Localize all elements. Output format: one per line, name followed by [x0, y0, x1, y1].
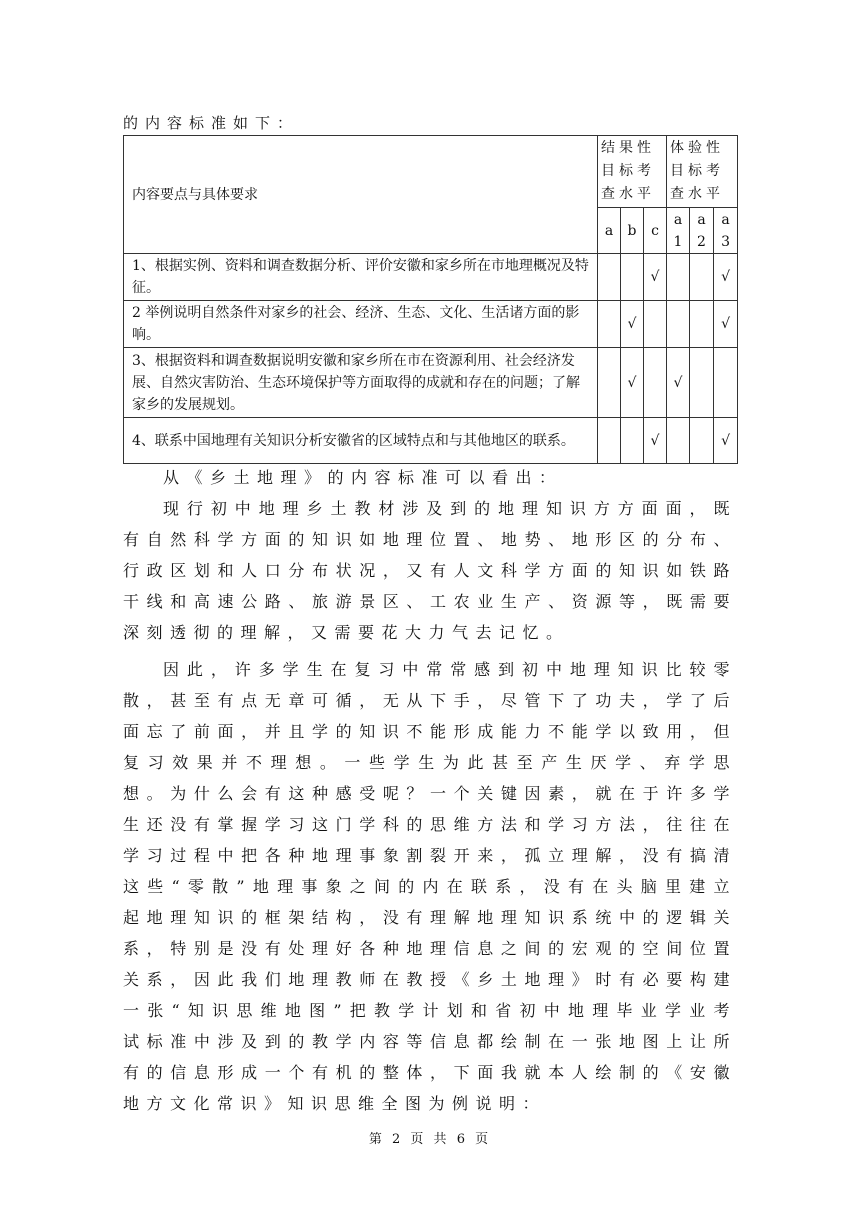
check-cell [644, 301, 667, 348]
paragraph-intro: 从《乡土地理》的内容标准可以看出： [163, 468, 563, 487]
check-cell [598, 348, 621, 418]
check-cell: √ [667, 348, 690, 418]
requirement-text: 1、根据实例、资料和调查数据分析、评价安徽和家乡所在市地理概况及特征。 [124, 254, 598, 301]
requirement-text: 3、根据资料和调查数据说明安徽和家乡所在市在资源利用、社会经济发展、自然灾害防治、生态环境保护等方面取得的成就和存在的问题；了解家乡的发展规划。 [124, 348, 598, 418]
content-standard-table [123, 135, 738, 464]
check-cell [690, 348, 714, 418]
page-footer: 第 2 页 共 6 页 [368, 1132, 492, 1147]
check-cell [667, 301, 690, 348]
level-header-a3 [714, 208, 738, 254]
check-cell [667, 418, 690, 464]
table-row [124, 348, 738, 418]
lead-line: 的内容标准如下： [123, 114, 300, 132]
check-cell: √ [714, 418, 738, 464]
check-cell [598, 418, 621, 464]
check-cell [714, 348, 738, 418]
table-header-main [124, 136, 598, 254]
check-cell [690, 301, 714, 348]
paragraph-body-2: 因此，许多学生在复习中常常感到初中地理知识比较零散，甚至有点无章可循，无从下手，尽管下了功夫，学了后面忘了前面，并且学的知识不能形成能力不能学以致用，但复习效果并不理想。一些学生为此甚至产生厌学、弃学思想。为什么会有这种感受呢？一个关键因素，就在于许多学生还没有掌握学习这门学科的思维方法和学习方法，往往在学习过程中把各种地理事象割裂开来，孤立理解，没有搞清这些“零散”地理事象之间的内在联系，没有在头脑里建立起地理知识的框架结构，没有理解地理知识系统中的逻辑关系，特别是没有处理好各种地理信息之间的宏观的空间位置关系，因此我们地理教师在教授《乡土地理》时有必要构建一张“知识思维地图”把教学计划和省初中地理毕业学业考试标准中涉及到的教学内容等信息都绘制在一张地图上让所有的信息形成一个有机的整体，下面我就本人绘制的《安徽地方文化常识》知识思维全图为例说明： [123, 660, 737, 1113]
level-header-number: 2 [697, 233, 706, 250]
check-cell: √ [714, 254, 738, 301]
level-header-a: a [598, 208, 621, 254]
check-cell [690, 418, 714, 464]
check-cell: √ [644, 254, 667, 301]
level-header-a1 [667, 208, 690, 254]
level-header-a2 [690, 208, 714, 254]
experience-goal-header-line: 目标考 [670, 163, 725, 179]
check-cell [667, 254, 690, 301]
paragraph-body-1: 现行初中地理乡土教材涉及到的地理知识方方面面，既有自然科学方面的知识如地理位置、地势、地形区的分布、行政区划和人口分布状况，又有人文科学方面的知识如铁路干线和高速公路、旅游景区、工农业生产、资源等，既需要深刻透彻的理解，又需要花大力气去记忆。 [123, 499, 737, 642]
requirement-text: 4、联系中国地理有关知识分析安徽省的区域特点和与其他地区的联系。 [124, 418, 598, 464]
check-cell [598, 254, 621, 301]
check-cell [598, 301, 621, 348]
check-cell [621, 418, 644, 464]
table-row [124, 301, 738, 348]
check-cell [621, 254, 644, 301]
level-header-b: b [621, 208, 644, 254]
result-goal-header-line: 结果性 [601, 140, 655, 156]
check-cell [644, 348, 667, 418]
check-cell: √ [621, 348, 644, 418]
experience-goal-header-line: 查水平 [670, 186, 725, 202]
table-row [124, 418, 738, 464]
result-goal-header [598, 136, 667, 208]
level-header-number: 3 [721, 233, 730, 250]
level-header-letter: a [697, 211, 706, 228]
level-header-c: c [644, 208, 667, 254]
check-cell [690, 254, 714, 301]
result-goal-header-line: 查水平 [601, 186, 655, 202]
level-header-letter: a [721, 211, 730, 228]
level-header-number: 1 [673, 233, 683, 250]
experience-goal-header-line: 体验性 [670, 140, 725, 156]
experience-goal-header [667, 136, 738, 208]
table-row [124, 254, 738, 301]
check-cell: √ [714, 301, 738, 348]
result-goal-header-line: 目标考 [601, 163, 655, 179]
level-header-letter: a [673, 211, 683, 228]
check-cell: √ [644, 418, 667, 464]
table-header-main-label: 内容要点与具体要求 [132, 186, 258, 203]
check-cell: √ [621, 301, 644, 348]
requirement-text: 2 举例说明自然条件对家乡的社会、经济、生态、文化、生活诸方面的影响。 [124, 301, 598, 348]
